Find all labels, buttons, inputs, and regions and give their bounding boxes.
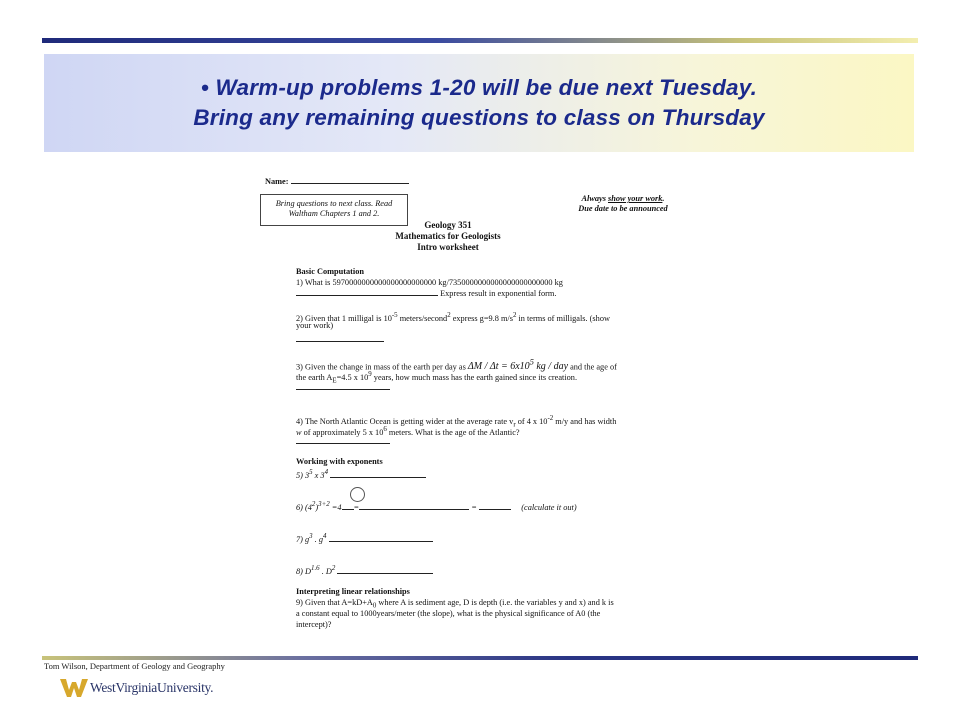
exponents-heading: Working with exponents — [296, 457, 383, 466]
q6-calc-note: (calculate it out) — [521, 502, 577, 512]
q5-text-b: x 3 — [312, 470, 325, 480]
q2-text-c: express g=9.8 m/s — [450, 313, 513, 323]
show-work-note — [558, 194, 688, 204]
question-9-line-2: a constant equal to 1000years/meter (the slope), what is the physical significance of A0 (the — [296, 609, 601, 618]
show-work-suffix: . — [662, 194, 665, 203]
q6-exp-1: 2 — [311, 501, 316, 508]
q3-text-e: years, how much mass has the earth gained since its creation. — [371, 372, 578, 382]
q4-text-f: meters. What is the age of the Atlantic? — [386, 427, 520, 437]
q4-text-c: m/y and has width — [553, 416, 617, 426]
q9-text-b: where A is sediment age, D is depth (i.e. the variables y and x) and k is — [376, 598, 614, 607]
question-2-answer — [296, 334, 384, 345]
name-blank — [291, 176, 409, 184]
q3-text-b: and the age of — [570, 362, 617, 372]
answer-blank — [296, 288, 438, 296]
answer-blank — [359, 502, 469, 510]
q6-equals-1: = — [353, 502, 360, 512]
q3-formula-exp: 5 — [529, 358, 534, 367]
q5-text-a: 5) 3 — [296, 470, 310, 480]
q2-exp-1: -5 — [391, 312, 398, 319]
answer-blank — [330, 470, 426, 478]
q9-text-a: 9) Given that A=kD+A — [296, 598, 373, 607]
answer-blank — [296, 382, 390, 390]
university-name: WestVirginiaUniversity. — [90, 680, 214, 695]
q5-exp-2: 4 — [324, 469, 329, 476]
q6-text-b: ) — [315, 502, 319, 512]
q1-express-label: Express result in exponential form. — [440, 289, 557, 298]
q3-text-a: 3) Given the change in mass of the earth per day as — [296, 362, 466, 372]
question-1: 1) What is 5970000000000000000000000 kg/7350000000000000000000000 kg — [296, 278, 563, 287]
due-date-note: Due date to be announced — [578, 204, 668, 213]
q9-sub: 0 — [372, 602, 377, 610]
question-2-line-2: your work) — [296, 321, 334, 330]
footer-credit: Tom Wilson, Department of Geology and Geography — [44, 661, 225, 671]
banner-line-2: Bring any remaining questions to class on Thursday — [193, 105, 765, 130]
question-7 — [296, 532, 433, 545]
question-3-answer — [296, 382, 390, 393]
q4-text-e: of approximately 5 x 10 — [301, 427, 384, 437]
course-title: Geology 351 — [424, 220, 472, 230]
question-4-answer — [296, 436, 390, 447]
q2-text-a: 2) Given that 1 milligal is 10 — [296, 313, 392, 323]
q6-exp-2: 3+2 — [318, 501, 330, 508]
banner-line-1: • Warm-up problems 1-20 will be due next Tuesday. — [200, 75, 758, 100]
q8-exp-1: 1.6 — [310, 565, 320, 572]
university-logo — [60, 679, 213, 697]
q7-text-a: 7) g — [296, 534, 310, 544]
q4-exp-2: 6 — [383, 426, 387, 433]
question-9-line-3: intercept)? — [296, 620, 332, 629]
announcement-banner — [44, 54, 914, 152]
q7-exp-1: 3 — [309, 533, 313, 540]
q4-text-a: 4) The North Atlantic Ocean is getting wider at the average rate v — [296, 416, 514, 426]
q4-text-d: w — [296, 427, 302, 437]
question-6 — [296, 500, 577, 513]
answer-blank — [296, 334, 384, 342]
q3-text-c: the earth A — [296, 372, 333, 382]
answer-blank — [479, 502, 511, 510]
note-line-1: Bring questions to next class. Read — [275, 199, 393, 208]
q7-exp-2: 4 — [322, 533, 327, 540]
show-work-prefix: Always — [581, 194, 608, 203]
q2-exp-2: 2 — [447, 312, 451, 319]
bottom-divider-bar — [42, 656, 918, 660]
wv-logo-icon — [60, 679, 88, 697]
q5-exp-1: 5 — [309, 469, 313, 476]
q8-exp-2: 2 — [331, 565, 336, 572]
show-work-underlined: show your work — [608, 194, 663, 203]
q3-formula-unit: kg / day — [533, 361, 569, 373]
answer-blank — [342, 502, 354, 510]
q3-exp: 9 — [368, 371, 372, 378]
answer-blank — [296, 436, 390, 444]
top-divider-bar — [42, 38, 918, 43]
q3-formula-base: ΔM / Δt = 6x10 — [467, 361, 530, 373]
q6-text-c: =4 — [329, 502, 342, 512]
q2-text-d: in terms of milligals. (show — [516, 313, 610, 323]
question-2 — [296, 311, 610, 324]
subject-title: Mathematics for Geologists — [395, 231, 501, 241]
q3-text-d: =4.5 x 10 — [336, 372, 369, 382]
note-line-2: Waltham Chapters 1 and 2. — [288, 209, 380, 218]
basic-heading: Basic Computation — [296, 267, 364, 276]
q8-text-a: 8) D — [296, 566, 311, 576]
q8-text-b: . D — [319, 566, 332, 576]
question-5 — [296, 468, 426, 481]
q4-text-b: of 4 x 10 — [515, 416, 548, 426]
worksheet-image — [258, 166, 678, 638]
question-1-answer — [296, 288, 556, 299]
q6-text-a: 6) (4 — [296, 502, 312, 512]
name-field — [265, 176, 409, 187]
q7-text-b: . g — [312, 534, 323, 544]
name-label: Name: — [265, 177, 289, 186]
q4-exp-1: -2 — [547, 415, 554, 422]
q2-text-b: meters/second — [397, 313, 448, 323]
answer-blank — [337, 566, 433, 574]
q2-exp-3: 2 — [512, 312, 517, 319]
linear-heading: Interpreting linear relationships — [296, 587, 410, 596]
answer-blank — [329, 534, 433, 542]
q6-equals-2: = — [471, 502, 477, 512]
worksheet-title: Intro worksheet — [417, 242, 479, 252]
q4-sub: r — [513, 421, 516, 429]
q3-sub: E — [332, 377, 337, 385]
question-8 — [296, 564, 433, 577]
